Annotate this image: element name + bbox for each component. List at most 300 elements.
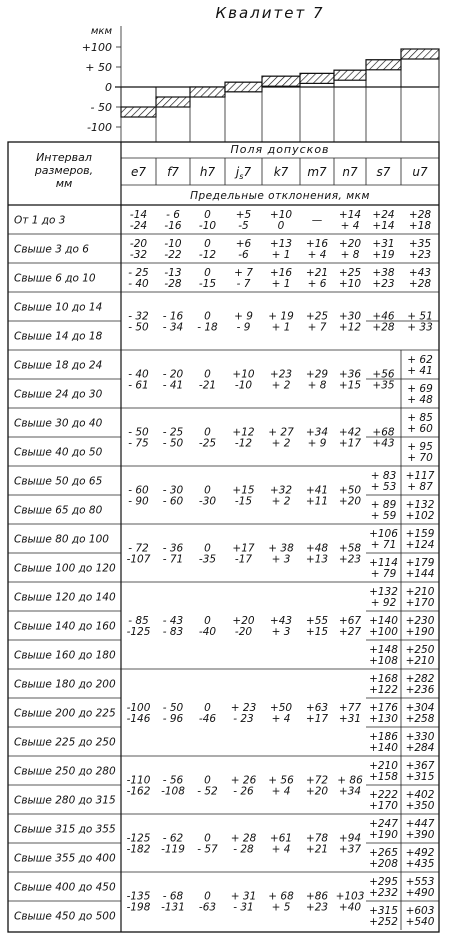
deviation-cell-h7: -46 [198, 713, 217, 725]
deviation-cell-e7: - 75 [128, 437, 149, 450]
deviation-cell-h7: -15 [198, 278, 217, 290]
deviation-cell-n7: +14 [338, 209, 362, 221]
deviation-cell-n7: +31 [338, 713, 362, 725]
deviation-cell-u7: +284 [405, 742, 435, 754]
tolerance-zone-h7 [190, 87, 225, 97]
tolerance-zone-e7 [121, 107, 156, 117]
tolerance-zone-m7 [300, 73, 334, 83]
deviation-cell-k7: + 68 [268, 890, 294, 903]
deviation-cell-e7: -182 [126, 843, 151, 856]
deviation-cell-s7: +148 [369, 644, 398, 656]
deviation-cell-js7: + 9 [234, 310, 253, 323]
deviation-cell-u7: +250 [405, 644, 435, 656]
deviation-cell-m7: +29 [305, 368, 329, 381]
deviation-cell-f7: - 20 [162, 368, 184, 381]
deviation-cell-h7: 0 [204, 267, 211, 279]
deviation-cell-k7: +16 [269, 267, 293, 279]
deviation-cell-u7: +390 [405, 829, 435, 841]
deviation-cell-m7: +34 [305, 426, 329, 439]
deviation-cell-k7: + 5 [271, 901, 291, 914]
deviation-cell-k7: + 2 [271, 379, 291, 392]
deviation-cell-u7: +210 [405, 586, 435, 598]
deviation-cell-e7: -162 [126, 785, 151, 798]
interval-row-label: Свыше 14 до 18 [14, 330, 103, 343]
deviation-cell-n7: +12 [338, 321, 362, 334]
column-header-h7: h7 [199, 165, 216, 179]
deviation-cell-s7: +130 [369, 713, 398, 725]
tolerance-zone-k7 [262, 76, 300, 86]
deviation-cell-n7: +94 [338, 832, 362, 845]
deviation-cell-n7: +20 [338, 238, 362, 250]
deviation-cell-s7: +315 [369, 905, 398, 917]
deviation-cell-n7: +15 [338, 379, 362, 392]
column-header-f7: f7 [167, 165, 179, 179]
deviation-cell-n7: +37 [338, 843, 362, 856]
deviation-cell-f7: -10 [164, 238, 182, 250]
deviation-cell-s7: +68 [372, 426, 395, 439]
deviation-cell-e7: -198 [126, 901, 151, 914]
deviation-cell-n7: +77 [338, 702, 362, 714]
deviation-cell-f7: - 71 [162, 553, 184, 566]
deviation-cell-s7: +56 [372, 368, 395, 381]
deviation-cell-n7: +23 [338, 553, 362, 566]
deviation-cell-m7: +15 [305, 626, 329, 638]
deviation-cell-js7: - 31 [233, 901, 254, 914]
deviation-cell-s7: + 83 [370, 470, 397, 482]
deviation-cell-u7: +28 [408, 209, 432, 221]
deviation-cell-m7: +55 [305, 615, 329, 627]
scale-unit: мкм [90, 26, 112, 37]
interval-row-label: Свыше 315 до 355 [14, 823, 116, 836]
deviation-cell-s7: +24 [372, 209, 395, 221]
deviation-cell-f7: - 43 [162, 615, 184, 627]
tolerance-table [8, 142, 439, 932]
deviation-cell-e7: - 50 [128, 426, 149, 439]
deviation-cell-f7: - 96 [162, 713, 184, 725]
deviation-cell-e7: -32 [129, 249, 148, 261]
deviation-cell-u7: +315 [405, 771, 435, 783]
deviation-cell-s7: +232 [369, 887, 398, 899]
interval-row-label: Свыше 250 до 280 [14, 765, 116, 778]
deviation-cell-js7: + 23 [230, 702, 257, 714]
deviation-cell-h7: 0 [204, 774, 211, 787]
deviation-cell-m7: +63 [305, 702, 329, 714]
deviation-cell-u7: +117 [405, 470, 435, 482]
deviation-cell-e7: -24 [129, 220, 148, 232]
deviation-cell-s7: +43 [372, 437, 395, 450]
deviation-cell-js7: +20 [232, 615, 255, 627]
deviation-cell-n7: +67 [338, 615, 362, 627]
deviation-cell-f7: - 50 [162, 702, 184, 714]
deviation-cell-u7: +210 [405, 655, 435, 667]
deviation-cell-k7: + 1 [271, 321, 291, 334]
deviation-cell-js7: +6 [235, 238, 252, 250]
deviation-cell-js7: -15 [234, 495, 253, 508]
deviation-cell-s7: + 92 [370, 597, 397, 609]
deviation-cell-s7: +140 [369, 742, 398, 754]
deviation-cell-u7: +282 [405, 673, 435, 685]
deviation-cell-s7: +168 [369, 673, 398, 685]
deviation-cell-e7: - 40 [128, 368, 149, 381]
deviation-cell-u7: +490 [405, 887, 435, 899]
deviation-cell-u7: +124 [405, 539, 435, 551]
deviation-cell-k7: +43 [269, 615, 293, 627]
deviation-cell-s7: +265 [369, 847, 398, 859]
deviation-cell-u7: +102 [405, 510, 435, 522]
deviation-cell-u7: +159 [405, 528, 435, 540]
deviation-cell-s7: +14 [372, 220, 395, 232]
deviation-cell-js7: -17 [234, 553, 253, 566]
deviation-cell-n7: +36 [338, 368, 362, 381]
deviation-cell-s7: + 59 [370, 510, 397, 522]
interval-row-label: Свыше 65 до 80 [14, 504, 103, 517]
deviation-cell-s7: +23 [372, 278, 395, 290]
deviation-cell-s7: +295 [369, 876, 398, 888]
interval-row-label: Свыше 200 до 225 [14, 707, 116, 720]
deviation-cell-h7: -63 [198, 901, 217, 914]
deviation-cell-e7: -146 [126, 713, 151, 725]
tolerance-zone-js7 [225, 82, 262, 92]
interval-row-label: Свыше 10 до 14 [14, 301, 103, 314]
chart-title: Квалитет 7 [215, 4, 325, 22]
column-header-u7: u7 [412, 165, 428, 179]
deviation-cell-js7: +17 [232, 542, 255, 555]
deviation-cell-m7: + 9 [307, 437, 327, 450]
deviation-cell-s7: +132 [369, 586, 398, 598]
deviation-cell-s7: + 79 [370, 568, 397, 580]
deviation-cell-f7: - 60 [162, 495, 184, 508]
deviation-cell-js7: + 26 [230, 774, 257, 787]
deviation-cell-js7: -10 [234, 379, 253, 392]
deviation-cell-h7: 0 [204, 209, 211, 221]
deviation-cell-f7: - 83 [162, 626, 184, 638]
deviation-cell-h7: - 57 [197, 843, 218, 856]
deviation-cell-e7: -125 [126, 832, 151, 845]
deviation-cell-f7: -13 [164, 267, 182, 279]
deviation-cell-s7: +100 [369, 626, 398, 638]
deviation-cell-k7: + 4 [271, 713, 291, 725]
deviation-cell-u7: +28 [408, 278, 432, 290]
deviation-cell-e7: - 90 [128, 495, 149, 508]
interval-row-label: Свыше 280 до 315 [14, 794, 116, 807]
interval-label: размеров, [34, 164, 94, 177]
interval-row-label: Свыше 225 до 250 [14, 736, 116, 749]
deviation-cell-k7: +32 [269, 484, 293, 497]
tolerance-zone-s7 [366, 60, 401, 70]
deviation-cell-m7: +86 [305, 890, 329, 903]
interval-label: мм [55, 177, 73, 190]
tolerance-zone-f7 [156, 97, 190, 107]
deviation-cell-n7: +10 [338, 278, 362, 290]
deviation-cell-u7: +190 [405, 626, 435, 638]
interval-row-label: Свыше 180 до 200 [14, 678, 116, 691]
deviation-cell-s7: +158 [369, 771, 398, 783]
deviation-cell-u7: +435 [405, 858, 435, 870]
deviation-cell-m7: + 7 [307, 321, 327, 334]
deviation-cell-h7: 0 [204, 702, 211, 714]
interval-row-label: Свыше 80 до 100 [14, 533, 109, 546]
column-header-k7: k7 [273, 165, 289, 179]
scale-tick-label: - 50 [90, 101, 112, 114]
deviation-cell-u7: +304 [405, 702, 435, 714]
deviation-cell-js7: -5 [238, 220, 249, 232]
deviation-cell-js7: + 31 [230, 890, 257, 903]
deviation-cell-m7: + 8 [307, 379, 327, 392]
deviation-cell-js7: - 7 [236, 278, 251, 290]
deviation-cell-e7: -135 [126, 890, 151, 903]
column-header-e7: e7 [130, 165, 147, 179]
deviation-cell-u7: +23 [408, 249, 432, 261]
deviation-cell-f7: - 68 [162, 890, 184, 903]
deviation-cell-f7: - 50 [162, 437, 184, 450]
deviation-cell-k7: + 38 [268, 542, 294, 555]
deviation-cell-k7: + 4 [271, 785, 291, 798]
scale-tick-label: +100 [81, 41, 112, 54]
interval-row-label: Свыше 160 до 180 [14, 649, 116, 662]
deviation-cell-n7: +34 [338, 785, 362, 798]
deviation-cell-e7: - 32 [128, 310, 149, 323]
column-header-n7: n7 [342, 165, 358, 179]
deviation-cell-n7: +27 [338, 626, 362, 638]
deviation-cell-s7: +19 [372, 249, 395, 261]
deviation-cell-e7: - 60 [128, 484, 149, 497]
deviation-cell-js7: +12 [232, 426, 255, 439]
deviation-cell-h7: - 52 [197, 785, 218, 798]
deviation-cell-h7: 0 [204, 615, 211, 627]
deviation-cell-f7: - 34 [162, 321, 184, 334]
deviation-cell-js7: - 28 [233, 843, 254, 856]
deviation-cell-m7: +78 [305, 832, 329, 845]
deviation-cell-n7: +42 [338, 426, 362, 439]
deviation-cell-e7: -110 [126, 774, 151, 787]
deviation-cell-n7: +58 [338, 542, 362, 555]
deviation-cell-js7: - 23 [233, 713, 254, 725]
deviation-cell-e7: -107 [126, 553, 151, 566]
column-header-m7: m7 [307, 165, 327, 179]
deviation-cell-m7: +16 [305, 238, 329, 250]
interval-row-label: Свыше 50 до 65 [14, 475, 103, 488]
deviation-cell-f7: - 30 [162, 484, 184, 497]
deviation-cell-m7: +25 [305, 310, 329, 323]
deviation-cell-u7: + 69 [407, 383, 433, 395]
deviation-cell-m7: +21 [305, 267, 329, 279]
deviation-cell-u7: + 62 [407, 354, 433, 366]
deviation-cell-u7: +43 [408, 267, 432, 279]
deviation-cell-js7: +10 [232, 368, 255, 381]
deviation-cell-f7: -16 [164, 220, 182, 232]
tolerance-zone-diagram [82, 26, 439, 142]
deviation-cell-m7: — [311, 214, 323, 227]
tolerance-zone-n7 [334, 70, 366, 80]
deviation-cell-s7: +35 [372, 379, 395, 392]
deviation-cell-u7: + 41 [407, 365, 433, 377]
deviation-cell-h7: 0 [204, 832, 211, 845]
deviation-cell-m7: +11 [305, 495, 329, 508]
deviation-cell-h7: 0 [204, 238, 211, 250]
deviation-cell-f7: - 36 [162, 542, 184, 555]
interval-row-label: Свыше 400 до 450 [14, 881, 116, 894]
deviation-cell-u7: +258 [405, 713, 435, 725]
deviation-cell-f7: - 41 [162, 379, 184, 392]
deviation-cell-u7: +492 [405, 847, 435, 859]
interval-row-label: Свыше 6 до 10 [14, 272, 96, 285]
deviation-cell-n7: +50 [338, 484, 362, 497]
deviation-cell-h7: 0 [204, 368, 211, 381]
deviation-cell-u7: +447 [405, 818, 435, 830]
deviation-cell-k7: + 1 [271, 249, 291, 261]
deviation-cell-u7: +350 [405, 800, 435, 812]
deviation-cell-k7: + 3 [271, 626, 291, 638]
deviation-cell-n7: +20 [338, 495, 362, 508]
deviation-cell-u7: +402 [405, 789, 435, 801]
deviation-cell-s7: +186 [369, 731, 398, 743]
deviation-cell-m7: +23 [305, 901, 329, 914]
deviation-cell-u7: +18 [408, 220, 432, 232]
deviation-cell-js7: +5 [235, 209, 252, 221]
deviation-cell-s7: +108 [369, 655, 398, 667]
deviation-cell-e7: - 85 [128, 615, 149, 627]
deviation-cell-h7: -40 [198, 626, 217, 638]
deviation-cell-f7: - 25 [162, 426, 184, 439]
deviation-cell-n7: +17 [338, 437, 362, 450]
deviation-cell-k7: +10 [269, 209, 293, 221]
deviation-cell-k7: + 56 [268, 774, 294, 787]
deviation-cell-k7: 0 [277, 220, 285, 232]
deviation-cell-u7: + 85 [407, 412, 433, 424]
deviation-cell-f7: - 6 [166, 209, 180, 221]
deviation-cell-k7: + 3 [271, 553, 291, 566]
deviation-cell-s7: +28 [372, 321, 395, 334]
deviation-cell-u7: + 51 [407, 310, 433, 323]
deviation-cell-u7: +553 [405, 876, 435, 888]
deviation-cell-m7: +17 [305, 713, 329, 725]
deviation-cell-h7: 0 [204, 890, 211, 903]
interval-row-label: Свыше 30 до 40 [14, 417, 103, 430]
deviation-cell-h7: -25 [198, 437, 217, 450]
deviation-cell-u7: +35 [408, 238, 432, 250]
scale-tick-label: -100 [87, 121, 112, 134]
deviation-cell-m7: + 4 [307, 249, 327, 261]
deviation-cell-h7: -21 [198, 379, 217, 392]
deviation-cell-k7: +13 [269, 238, 293, 250]
deviation-cell-e7: -14 [129, 209, 148, 221]
deviation-cell-n7: + 4 [340, 220, 360, 232]
interval-row-label: Свыше 40 до 50 [14, 446, 103, 459]
deviation-cell-u7: +603 [405, 905, 435, 917]
deviation-cell-m7: +20 [305, 785, 329, 798]
deviation-cell-u7: + 60 [407, 423, 433, 435]
deviation-cell-u7: +179 [405, 557, 435, 569]
deviation-cell-u7: +170 [405, 597, 435, 609]
deviation-cell-m7: +72 [305, 774, 329, 787]
tolerance-zone-u7 [401, 49, 439, 59]
deviation-cell-u7: + 87 [407, 481, 433, 493]
deviation-cell-n7: +103 [335, 890, 365, 903]
deviation-cell-s7: +210 [369, 760, 398, 772]
column-header-js7: $j_s7$ [235, 165, 252, 181]
deviation-cell-e7: - 50 [128, 321, 149, 334]
deviation-cell-js7: + 7 [234, 267, 253, 279]
interval-row-label: Свыше 100 до 120 [14, 562, 116, 575]
deviation-cell-js7: -6 [238, 249, 249, 261]
deviation-cell-js7: - 9 [236, 321, 251, 334]
deviation-cell-m7: +48 [305, 542, 329, 555]
interval-row-label: Свыше 140 до 160 [14, 620, 116, 633]
deviation-cell-s7: +46 [372, 310, 395, 323]
interval-row-label: Свыше 120 до 140 [14, 591, 116, 604]
deviation-cell-s7: +38 [372, 267, 395, 279]
deviation-cell-f7: - 16 [162, 310, 184, 323]
deviation-cell-s7: +106 [369, 528, 398, 540]
deviation-cell-k7: +23 [269, 368, 293, 381]
deviation-cell-js7: -12 [234, 437, 253, 450]
deviation-cell-k7: + 4 [271, 843, 291, 856]
deviation-cell-h7: -35 [198, 553, 217, 566]
deviation-cell-e7: -100 [126, 702, 151, 714]
deviation-cell-js7: + 28 [230, 832, 257, 845]
deviation-cell-k7: + 2 [271, 437, 291, 450]
deviation-cell-u7: + 70 [407, 452, 433, 464]
deviation-cell-s7: +122 [369, 684, 398, 696]
deviation-cell-h7: - 18 [197, 321, 218, 334]
deviation-cell-h7: 0 [204, 542, 211, 555]
fields-label: Поля допусков [230, 143, 330, 156]
deviations-label: Предельные отклонения, мкм [190, 190, 370, 202]
deviation-cell-h7: -30 [198, 495, 217, 508]
deviation-cell-u7: +236 [405, 684, 435, 696]
deviation-cell-k7: + 2 [271, 495, 291, 508]
deviation-cell-s7: +176 [369, 702, 398, 714]
deviation-cell-f7: -131 [161, 901, 185, 914]
deviation-cell-s7: +114 [369, 557, 398, 569]
deviation-cell-u7: +230 [405, 615, 435, 627]
deviation-cell-h7: 0 [204, 426, 211, 439]
deviation-cell-s7: + 53 [370, 481, 397, 493]
deviation-cell-e7: - 40 [128, 278, 149, 290]
column-header-s7: s7 [376, 165, 391, 179]
deviation-cell-e7: - 25 [128, 267, 149, 279]
deviation-cell-e7: -125 [126, 626, 151, 638]
deviation-cell-f7: -22 [164, 249, 182, 261]
deviation-cell-n7: +25 [338, 267, 362, 279]
deviation-cell-m7: +13 [305, 553, 329, 566]
deviation-cell-f7: -119 [161, 843, 185, 856]
interval-label: Интервал [36, 151, 92, 164]
deviation-cell-js7: +15 [232, 484, 255, 497]
deviation-cell-e7: -20 [129, 238, 148, 250]
scale-tick-label: 0 [105, 81, 112, 94]
deviation-cell-h7: 0 [204, 310, 211, 323]
deviation-cell-f7: - 56 [162, 774, 184, 787]
deviation-cell-s7: + 71 [370, 539, 397, 551]
deviation-cell-s7: +31 [372, 238, 395, 250]
deviation-cell-u7: +132 [405, 499, 435, 511]
deviation-cell-u7: +367 [405, 760, 435, 772]
interval-row-label: Свыше 355 до 400 [14, 852, 116, 865]
deviation-cell-js7: -20 [234, 626, 253, 638]
interval-row-label: Свыше 3 до 6 [14, 243, 89, 256]
deviation-cell-k7: + 1 [271, 278, 291, 290]
deviation-cell-e7: - 72 [128, 542, 149, 555]
deviation-cell-e7: - 61 [128, 379, 149, 392]
deviation-cell-u7: + 95 [407, 441, 433, 453]
deviation-cell-n7: +40 [338, 901, 362, 914]
scale-tick-label: + 50 [85, 61, 112, 74]
deviation-cell-s7: +170 [369, 800, 398, 812]
deviation-cell-n7: + 86 [337, 774, 363, 787]
deviation-cell-f7: - 62 [162, 832, 184, 845]
deviation-cell-n7: + 8 [340, 249, 360, 261]
